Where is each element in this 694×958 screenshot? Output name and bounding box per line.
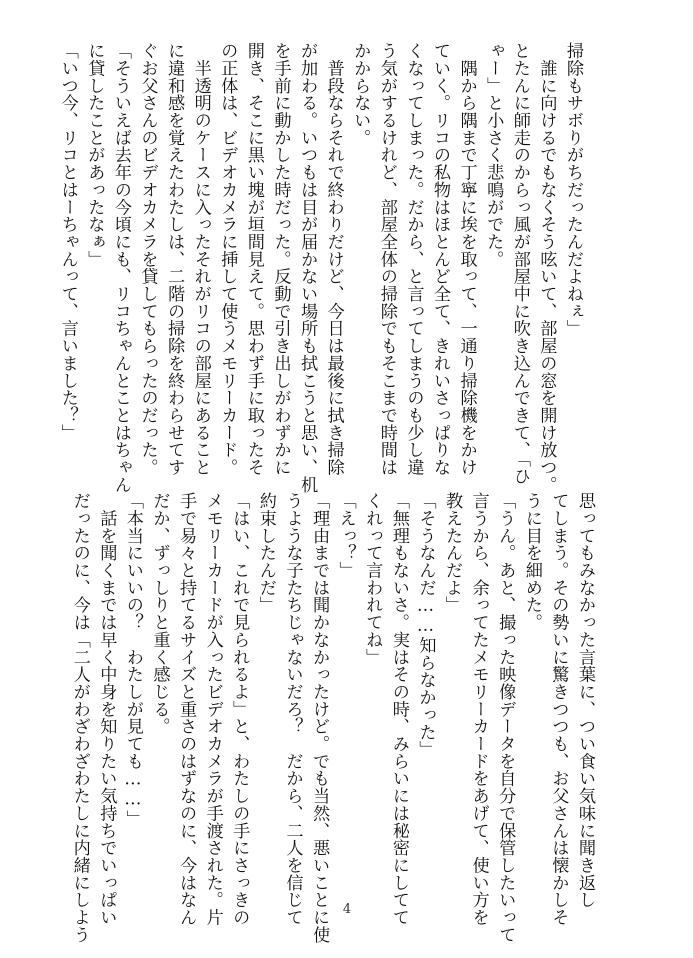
text-line: 教えたんだよ」 xyxy=(442,492,463,614)
text-line: 掃除もサボりがちだったんだよねぇ」 xyxy=(563,42,583,337)
text-line: 誰に向けるでもなくそう呟いて、部屋の窓を開け放つ。 xyxy=(536,42,557,494)
text-line: 半透明のケースに入ったそれがリコの部屋にあること xyxy=(190,42,211,476)
text-line: だったのに、今は「二人がわざわざわたしに内緒にしよう xyxy=(69,492,90,944)
text-line: 普段ならそれで終わりだけど、今日は最後に拭き掃除 xyxy=(323,42,344,476)
text-line: に違和感を覚えたわたしは、二階の掃除を終わらせてす xyxy=(164,42,185,476)
text-line: てしまう。その勢いに驚きつつも、お父さんは懐かしそ xyxy=(548,492,569,926)
text-line: 「いつ今、リコとはーちゃんって、言いました？」 xyxy=(57,42,78,442)
upper-text-block xyxy=(54,42,586,494)
text-line: くなってしまった。だから、と言ってしまうのも少し違 xyxy=(403,42,424,476)
text-line: 「無理もないさ。実はその時、みらいには秘密にしてて xyxy=(388,492,409,926)
text-line: に貸したことがあったなぁ」 xyxy=(84,42,105,268)
text-line: 「はい、これで見られるよ」と、わたしの手にさっきの xyxy=(229,492,250,926)
text-line: 隅から隅まで丁寧に埃を取って、一通り掃除機をかけ xyxy=(456,42,477,476)
text-line: 「理由までは聞かなかったけど。でも当然、悪いことに使 xyxy=(309,492,330,944)
text-line: 「そうなんだ……知らなかった」 xyxy=(415,492,436,758)
lower-text-block xyxy=(66,492,598,944)
text-line: 話を聞くまでは早く中身を知りたい気持ちでいっぱい xyxy=(96,492,117,926)
text-line: かからない。 xyxy=(350,42,371,147)
text-line: 約束したんだ」 xyxy=(255,492,276,614)
text-line: 「そういえば去年の今頃にも、リコちゃんとことはちゃん xyxy=(110,42,131,494)
text-line: ていく。リコの私物はほとんど全て、きれいさっぱりな xyxy=(430,42,451,476)
text-line: 「本当にいいの？ わたしが見ても……」 xyxy=(122,492,143,828)
text-line: とたんに師走のからっ風が部屋中に吹き込んできて、「ひ xyxy=(509,42,530,485)
text-line: の正体は、ビデオカメラに挿して使うメモリーカード。 xyxy=(217,42,238,476)
text-line: 手で易々と持てるサイズと重さのはずなのに、今はなん xyxy=(176,492,197,926)
text-line: 言うから、余ってたメモリーカードをあげて、使い方を xyxy=(468,492,489,926)
text-line: が加わる。いつもは目が届かない場所も拭こうと思い、机 xyxy=(297,42,318,494)
text-line: うに目を細めた。 xyxy=(521,492,542,631)
text-line: くれって言われてね」 xyxy=(362,492,383,666)
text-line: 思ってもみなかった言葉に、つい食い気味に聞き返し xyxy=(575,492,595,909)
text-line: ぐお父さんのビデオカメラを貸してもらったのだった。 xyxy=(137,42,158,476)
text-line: を手前に動かした時だった。反動で引き出しがわずかに xyxy=(270,42,291,476)
page-number: 4 xyxy=(342,902,352,917)
text-line: 開き、そこに黒い塊が垣間見えて。思わず手に取ったそ xyxy=(243,42,264,476)
text-line: メモリーカードが入ったビデオカメラが手渡された。片 xyxy=(202,492,223,926)
text-line: 「うん。あと、撮った映像データを自分で保管したいって xyxy=(495,492,516,944)
text-line: ゃー」と小さく悲鳴がでた。 xyxy=(483,42,504,268)
text-line: うような子たちじゃないだろ？ だから、二人を信じて xyxy=(282,492,303,926)
text-line: だか、ずっしりと重く感じる。 xyxy=(149,492,170,735)
text-line: う気がするけれど、部屋全体の掃除でもそこまで時間は xyxy=(376,42,397,476)
text-line: 「えっ？」 xyxy=(335,492,356,579)
